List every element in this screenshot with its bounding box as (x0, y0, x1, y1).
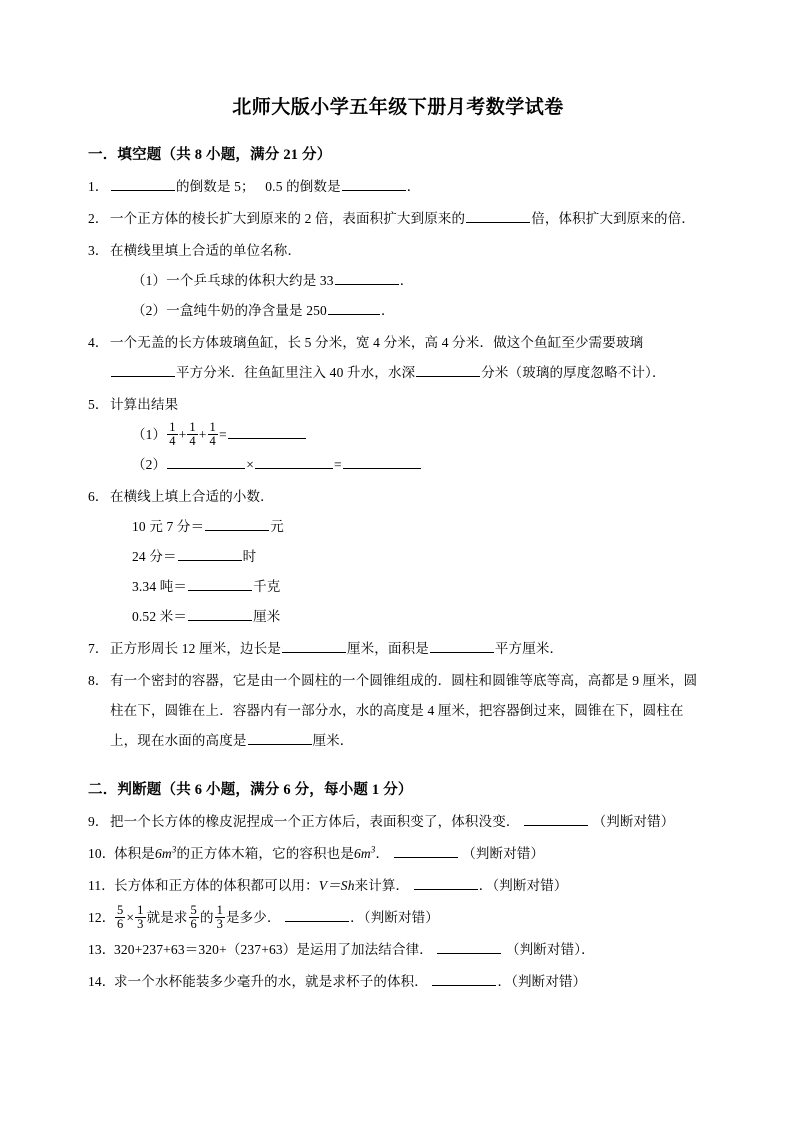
answer-blank[interactable] (394, 844, 458, 858)
question-6-sub-2-unit: 时 (242, 548, 257, 564)
question-10-part-b: 的正方体木箱，它的容积也是 (176, 845, 354, 861)
answer-blank[interactable] (228, 425, 306, 439)
operator-plus: + (198, 426, 207, 442)
question-1-tail: ． (406, 178, 421, 194)
fraction-denominator: 6 (117, 917, 124, 932)
question-3-sub-1-tail: ． (399, 272, 414, 288)
answer-blank[interactable] (432, 972, 496, 986)
answer-blank[interactable] (328, 301, 380, 315)
question-10-part-c: ． (375, 845, 390, 861)
question-3-stem: 在横线里填上合适的单位名称． (110, 242, 302, 258)
question-12-instruction: ．（判断对错） (350, 909, 439, 925)
question-6-sub-1-unit: 元 (270, 518, 284, 534)
answer-blank[interactable] (111, 363, 175, 377)
question-3-number: 3． (88, 242, 109, 258)
question-12-mid-a: 就是求 (146, 909, 188, 925)
question-9-number: 9． (88, 813, 109, 829)
question-7-text (110, 634, 708, 664)
fraction-numerator: 1 (137, 902, 144, 917)
operator-plus: + (178, 426, 187, 442)
question-6-number: 6． (88, 488, 109, 504)
question-1 (88, 172, 708, 202)
answer-blank[interactable] (205, 517, 269, 531)
answer-blank[interactable] (335, 271, 399, 285)
question-2 (88, 204, 708, 234)
question-3-sub-2-tail: ． (380, 302, 395, 318)
question-5-sub-2 (110, 450, 708, 480)
question-11-number: 11． (88, 877, 115, 893)
fraction-denominator: 3 (137, 917, 144, 932)
page-content (88, 0, 708, 999)
question-4-part-a: 一个无盖的长方体玻璃鱼缸，长 5 分米，宽 4 分米，高 4 分米．做这个鱼缸至少需要玻璃 (110, 334, 644, 350)
math-variable: 6m (353, 845, 371, 861)
question-13-text (114, 935, 708, 965)
question-13 (88, 935, 708, 965)
question-4 (88, 328, 708, 388)
answer-blank[interactable] (416, 363, 480, 377)
question-4-number: 4． (88, 334, 109, 350)
question-14 (88, 967, 708, 997)
question-8 (88, 666, 708, 756)
question-7-part-b: 厘米，面积是 (347, 640, 429, 656)
question-1-number: 1． (88, 178, 109, 194)
question-9 (88, 807, 708, 837)
question-5-number: 5． (88, 396, 109, 412)
question-2-part-a: 一个正方体的棱长扩大到原来的 2 倍，表面积扩大到原来的 (110, 210, 466, 226)
answer-blank[interactable] (188, 577, 252, 591)
question-5-sub-1 (110, 420, 708, 450)
question-7-number: 7． (88, 640, 109, 656)
question-11-text (114, 871, 708, 901)
question-2-part-b: 倍，体积扩大到原来的 (531, 210, 668, 226)
question-8-part-a: 有一个密封的容器，它是由一个圆柱的一个圆锥组成的．圆柱和圆锥等底等高，高都是 9 厘米，圆柱在下，圆锥在上．容器内有一部分水，水的高度是 4 厘米，把容器倒过来，圆锥在下，圆柱在上，现在水面的高度是 (110, 672, 698, 748)
question-3-sub-2 (110, 296, 708, 326)
fraction-numerator: 1 (189, 419, 196, 434)
question-12 (88, 903, 708, 933)
question-6-sub-4-unit: 厘米 (253, 608, 281, 624)
operator-multiply: × (246, 456, 254, 472)
fraction-numerator: 1 (209, 419, 216, 434)
answer-blank[interactable] (282, 639, 346, 653)
question-8-text (110, 666, 708, 756)
question-11-part-b: 来计算． (354, 877, 410, 893)
question-7 (88, 634, 708, 664)
question-6 (88, 482, 708, 632)
answer-blank[interactable] (430, 639, 494, 653)
fraction-denominator: 3 (216, 917, 223, 932)
fraction-five-sixths (189, 904, 199, 932)
question-10-part-a: 体积是 (114, 845, 155, 861)
question-13-part-a: 320+237+63＝320+（237+63）是运用了加法结合律． (114, 941, 433, 957)
question-3 (88, 236, 708, 326)
question-9-part-a: 把一个长方体的橡皮泥捏成一个正方体后，表面积变了，体积没变． (110, 813, 520, 829)
question-5-stem: 计算出结果 (110, 396, 179, 412)
question-10 (88, 839, 708, 869)
math-variable: 6m (154, 845, 172, 861)
question-13-instruction: （判断对错）． (505, 941, 595, 957)
operator-equals: = (218, 426, 227, 442)
answer-blank[interactable] (167, 455, 245, 469)
answer-blank[interactable] (111, 177, 175, 191)
math-expression-capacity (354, 846, 376, 861)
answer-blank[interactable] (466, 209, 530, 223)
question-6-sub-1-text: 10 元 7 分＝ (132, 518, 205, 534)
answer-blank[interactable] (188, 607, 252, 621)
fraction-one-third (135, 904, 145, 932)
question-6-sub-3-text: 3.34 吨＝ (132, 578, 188, 594)
question-4-part-b: 平方分米．往鱼缸里注入 40 升水，水深 (176, 364, 416, 380)
math-formula-volume: V＝Sh (318, 877, 355, 893)
answer-blank[interactable] (342, 177, 406, 191)
question-4-text (110, 328, 708, 388)
answer-blank[interactable] (437, 940, 501, 954)
question-8-part-b: 厘米． (312, 732, 354, 748)
question-3-sub-1-text: （1）一个乒乓球的体积大约是 33 (132, 272, 334, 288)
question-12-text (114, 903, 708, 933)
answer-blank[interactable] (343, 455, 421, 469)
answer-blank[interactable] (178, 547, 242, 561)
section-header-fill-in-blank: 一．填空题（共 8 小题，满分 21 分） (88, 146, 332, 163)
operator-multiply: × (126, 909, 135, 925)
question-11-part-a: 长方体和正方体的体积都可以用： (114, 877, 319, 893)
question-5-sub-1-label: （1） (132, 426, 167, 442)
question-10-instruction: （判断对错） (462, 845, 545, 861)
answer-blank[interactable] (248, 731, 312, 745)
section-header-true-false: 二．判断题（共 6 小题，满分 6 分，每小题 1 分） (88, 781, 413, 798)
question-6-sub-3-unit: 千克 (253, 578, 281, 594)
question-6-sub-4 (110, 602, 708, 632)
question-3-sub-1 (110, 266, 708, 296)
question-7-part-c: 平方厘米． (494, 640, 564, 656)
question-14-part-a: 求一个水杯能装多少毫升的水，就是求杯子的体积． (114, 973, 428, 989)
math-exponent: 3 (370, 844, 376, 855)
question-8-number: 8． (88, 672, 109, 688)
question-4-part-c: 分米（玻璃的厚度忽略不计）． (481, 364, 666, 380)
question-9-text (110, 807, 708, 837)
answer-blank[interactable] (285, 908, 349, 922)
answer-blank[interactable] (414, 876, 478, 890)
question-14-instruction-text: ．（判断对错） (497, 973, 587, 989)
fraction-numerator: 1 (216, 902, 223, 917)
question-2-text (110, 204, 708, 234)
question-6-sub-2 (110, 542, 708, 572)
fraction-denominator: 4 (189, 434, 196, 449)
question-11-instruction: ．（判断对错） (478, 877, 568, 893)
question-6-stem: 在横线上填上合适的小数． (110, 488, 274, 504)
question-14-text (114, 967, 708, 997)
question-6-sub-4-text: 0.52 米＝ (132, 608, 188, 624)
question-1-part-a: 的倒数是 5； (176, 178, 255, 194)
question-12-mid-b: 的 (199, 909, 214, 925)
operator-equals: = (333, 456, 342, 472)
question-10-text (114, 839, 708, 869)
question-7-part-a: 正方形周长 12 厘米，边长是 (110, 640, 281, 656)
question-12-mid-c: 是多少． (226, 909, 281, 925)
question-3-sub-2-text: （2）一盒纯牛奶的净含量是 250 (132, 302, 327, 318)
fraction-one-quarter (187, 421, 197, 449)
question-1-text (110, 172, 708, 202)
fraction-numerator: 5 (117, 902, 124, 917)
fraction-one-quarter (167, 421, 177, 449)
question-6-sub-3 (110, 572, 708, 602)
question-5 (88, 390, 708, 480)
question-1-part-b: 0.5 的倒数是 (265, 178, 341, 194)
fraction-numerator: 1 (169, 419, 176, 434)
fraction-numerator: 5 (190, 902, 197, 917)
fraction-denominator: 6 (190, 917, 197, 932)
math-exponent: 3 (171, 844, 177, 855)
page-title: 北师大版小学五年级下册月考数学试卷 (232, 97, 564, 118)
question-6-sub-1 (110, 512, 708, 542)
question-2-part-c: 倍． (667, 210, 696, 226)
math-expression-volume (155, 846, 177, 861)
question-13-number: 13． (88, 941, 116, 957)
question-12-number: 12． (88, 909, 116, 925)
question-2-number: 2． (88, 210, 109, 226)
fraction-one-third (215, 904, 225, 932)
answer-blank[interactable] (524, 812, 588, 826)
fraction-denominator: 4 (209, 434, 216, 449)
question-14-number: 14． (88, 973, 116, 989)
question-10-number: 10． (88, 845, 116, 861)
question-11 (88, 871, 708, 901)
fraction-five-sixths (115, 904, 125, 932)
fraction-denominator: 4 (169, 434, 176, 449)
fraction-one-quarter (208, 421, 218, 449)
answer-blank[interactable] (255, 455, 333, 469)
question-6-sub-2-text: 24 分＝ (132, 548, 177, 564)
question-5-sub-2-label: （2） (132, 456, 167, 472)
question-9-instruction: （判断对错） (592, 813, 675, 829)
